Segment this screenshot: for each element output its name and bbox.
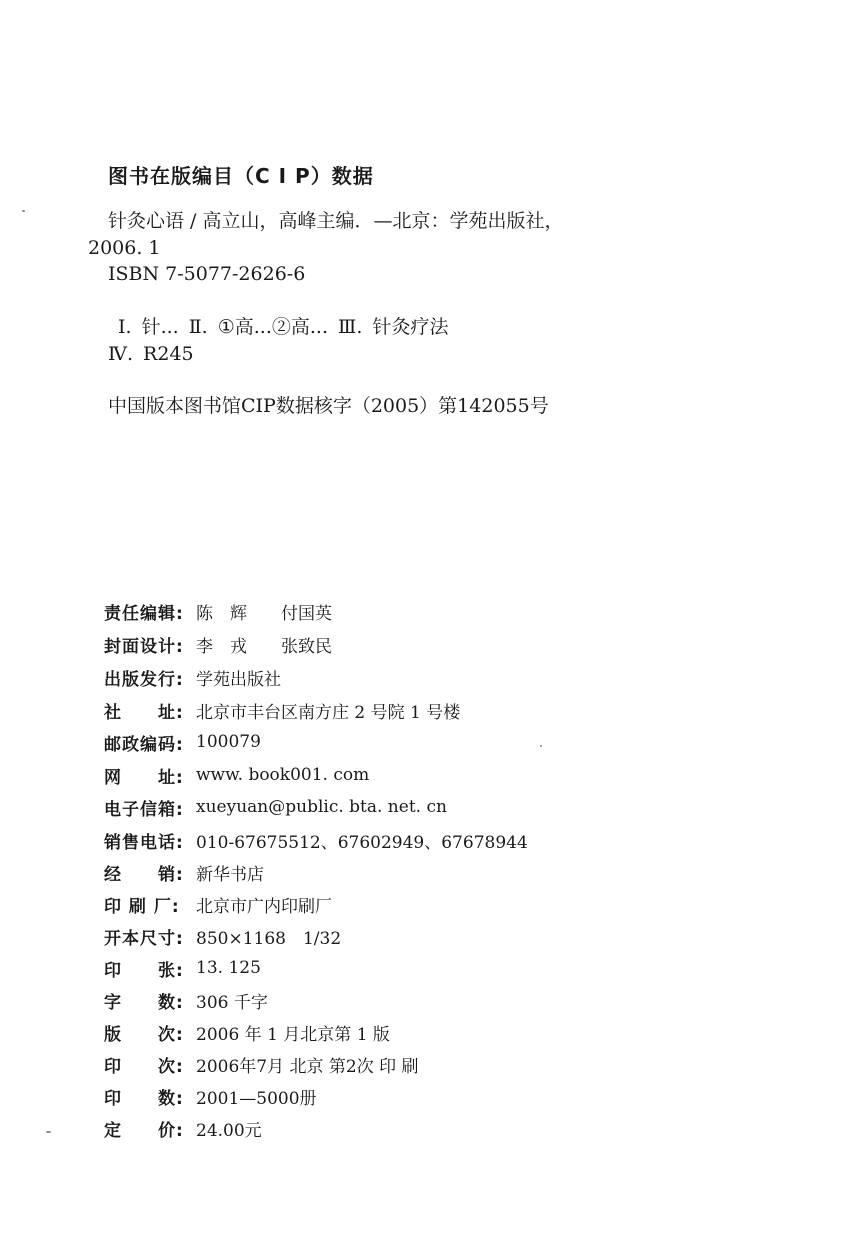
cip-classification-2: Ⅳ. R245: [108, 343, 194, 365]
colophon-row: [104, 891, 332, 917]
colophon-label: 出版发行:: [104, 669, 184, 690]
colophon-row: [104, 955, 261, 981]
colophon-value: www. book001. com: [196, 765, 370, 785]
colophon-value: 学苑出版社: [196, 669, 281, 690]
colophon-value: 2006 年 1 月北京第 1 版: [196, 1024, 390, 1045]
colophon-value: 2001—5000册: [196, 1088, 317, 1109]
colophon-value: 2006年7月 北京 第2次 印 刷: [196, 1056, 419, 1077]
colophon-label: 定 价:: [104, 1120, 184, 1141]
colophon-row: [104, 1051, 419, 1077]
colophon-label: 印 张:: [104, 960, 184, 981]
colophon-value: 陈 辉 付国英: [196, 603, 332, 624]
colophon-value: 306 千字: [196, 992, 268, 1013]
cip-year-line: 2006. 1: [88, 237, 161, 259]
colophon-row: [104, 987, 268, 1013]
colophon-label: 网 址:: [104, 767, 184, 788]
colophon-row: [104, 1083, 317, 1109]
colophon-row: [104, 631, 332, 657]
colophon-label: 邮政编码:: [104, 734, 184, 755]
colophon-label: 印 数:: [104, 1088, 184, 1109]
cip-isbn: ISBN 7-5077-2626-6: [108, 263, 306, 285]
colophon-label: 开本尺寸:: [104, 928, 184, 949]
cip-number: 中国版本图书馆CIP数据核字（2005）第142055号: [108, 395, 549, 417]
colophon-value: 010-67675512、67602949、67678944: [196, 832, 528, 853]
cip-heading: 图书在版编目（C I P）数据: [108, 164, 374, 188]
colophon-label: 印 刷 厂:: [104, 896, 180, 917]
colophon-row: [104, 598, 332, 624]
colophon-label: 版 次:: [104, 1024, 184, 1045]
colophon-row: [104, 729, 261, 755]
colophon-row: [104, 762, 369, 788]
colophon-label: 电子信箱:: [104, 799, 184, 820]
colophon-value: xueyuan@public. bta. net. cn: [196, 797, 447, 817]
scan-speck: [46, 1131, 51, 1133]
colophon-value: 新华书店: [196, 864, 264, 885]
colophon-label: 销售电话:: [104, 832, 184, 853]
colophon-row: [104, 827, 528, 853]
colophon-row: [104, 664, 281, 690]
colophon-value: 13. 125: [196, 958, 261, 978]
colophon-row: [104, 794, 447, 820]
colophon-label: 经 销:: [104, 864, 184, 885]
colophon-value: 北京市广内印刷厂: [196, 896, 332, 917]
colophon-value: 850×1168 1/32: [196, 928, 342, 949]
colophon-row: [104, 697, 460, 723]
colophon-label: 社 址:: [104, 702, 184, 723]
cip-title-line: 针灸心语 / 高立山，高峰主编．—北京：学苑出版社，: [108, 210, 564, 232]
colophon-label: 印 次:: [104, 1056, 184, 1077]
colophon-row: [104, 923, 341, 949]
colophon-value: 北京市丰台区南方庄 2 号院 1 号楼: [196, 702, 461, 723]
colophon-value: 24.00元: [196, 1120, 262, 1141]
cip-classification-1: Ⅰ. 针... Ⅱ. ①高...②高... Ⅲ. 针灸疗法: [118, 316, 449, 338]
colophon-value: 100079: [196, 732, 261, 752]
colophon-row: [104, 1019, 390, 1045]
colophon-label: 责任编辑:: [104, 603, 184, 624]
scan-speck: [540, 745, 542, 747]
colophon-row: [104, 859, 264, 885]
colophon-row: [104, 1115, 262, 1141]
colophon-value: 李 戎 张致民: [196, 636, 332, 657]
colophon-label: 字 数:: [104, 992, 184, 1013]
colophon-label: 封面设计:: [104, 636, 184, 657]
scan-speck: [22, 210, 25, 212]
